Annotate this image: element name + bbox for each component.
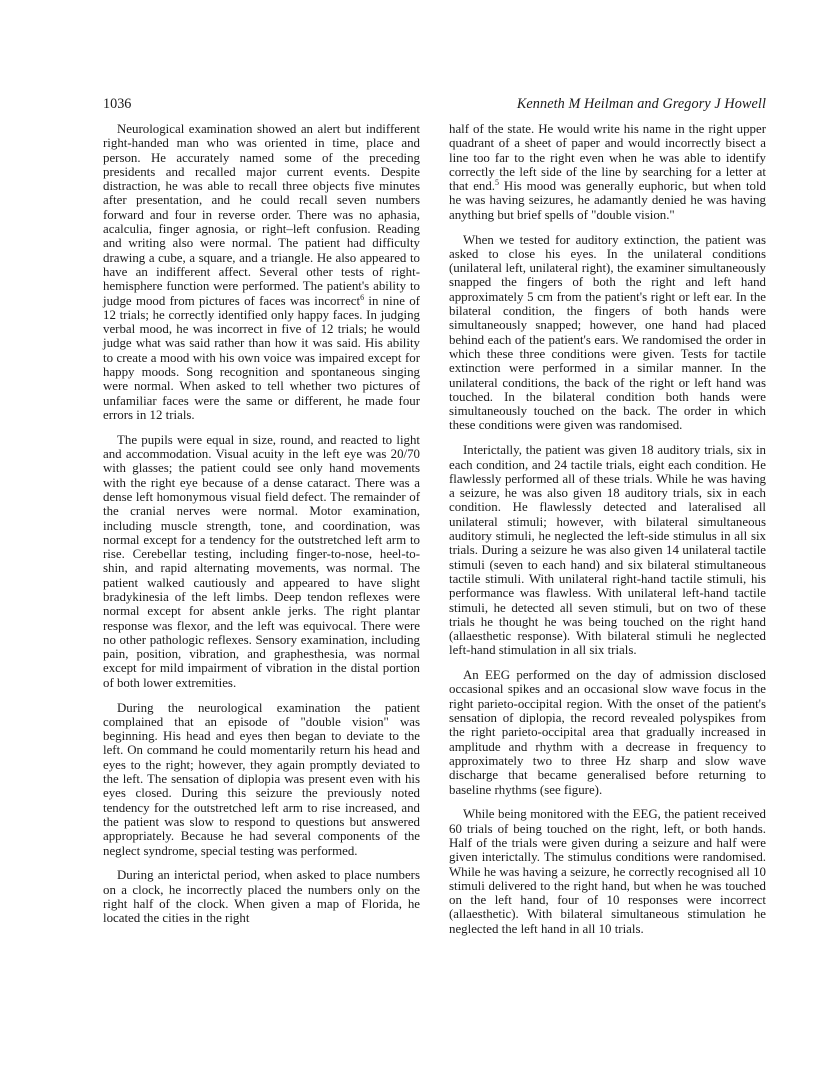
paragraph-continued-florida-map: half of the state. He would write his name in the right upper quadrant of a sheet of paper and would incorrectly bisect a line too far to the right even when he was able to identify correctly the left side of the line by searching for a letter at that end.$^5$ His mood was generally euphoric, but when told he was having seizures, he adamantly denied he was having anything but brief spells of "double vision.": [449, 122, 766, 222]
page-header: [103, 96, 766, 116]
running-head-authors: Kenneth M Heilman and Gregory J Howell: [516, 96, 766, 112]
right-column: [449, 122, 766, 947]
paragraph-interictal-trials: Interictally, the patient was given 18 auditory trials, six in each condition, and 24 tactile trials, eight each condition. He flawlessly performed all of these trials. While he was having a seizure, he was also given 18 auditory trials, six in each condition. He flawlessly detected and lateralised all unilateral stimuli; however, with bilateral simultaneous auditory stimuli, he neglected the left-side stimulus in all six trials. During a seizure he was also given 14 unilateral tactile stimuli (seven to each hand) and six bilateral stimultaneous tactile stimuli. With unilateral right-hand tactile stimuli, his performance was flawless. With unilateral left-hand tactile stimuli, he detected all seven stimuli, but on two of these trials he thought he was being touched on the right hand (allaesthetic response). With bilateral stimuli he neglected left-hand stimulation in all six trials.: [449, 443, 766, 658]
paragraph-neurological-exam: Neurological examination showed an alert but indifferent right-handed man who was oriented in time, place and person. He accurately named some of the preceding presidents and recalled major current events. Despite distraction, he was able to recall three objects five minutes after presentation, and he could recall seven numbers forward and four in reverse order. There was no aphasia, acalculia, finger agnosia, or right–left confusion. Reading and writing also were normal. The patient had difficulty drawing a cube, a square, and a triangle. He also appeared to have an indifferent affect. Several other tests of right-hemisphere function were performed. The patient's ability to judge mood from pictures of faces was incorrect$^6$ in nine of 12 trials; he correctly identified only happy faces. In judging verbal mood, he was incorrect in five of 12 trials; he would judge what was said rather than how it was said. His ability to create a mood with his own voice was impaired except for happy moods. Song recognition and spontaneous singing were normal. When asked to tell whether two pictures of unfamiliar faces were the same or different, he made four errors in 12 trials.: [103, 122, 420, 422]
paragraph-eeg-findings: An EEG performed on the day of admission disclosed occasional spikes and an occasional slow wave focus in the right parieto-occipital region. With the onset of the patient's sensation of diplopia, the record revealed polyspikes from the right parieto-occipital area that gradually increased in amplitude and rhythm with a decrease in frequency to approximately two to three Hz sharp and slow wave discharge that became generalised before returning to baseline rhythms (see figure).: [449, 668, 766, 797]
paragraph-pupils-motor-sensory: The pupils were equal in size, round, and reacted to light and accommodation. Visual acuity in the left eye was 20/70 with glasses; the patient could see only hand movements with the right eye because of a dense cataract. There was a dense left homonymous visual field defect. The remainder of the cranial nerves were normal. Motor examination, including muscle strength, tone, and coordination, was normal except for a tendency for the outstretched left arm to rise. Cerebellar testing, including finger-to-nose, heel-to-shin, and rapid alternating movements, was normal. The patient walked cautiously and appeared to have slight bradykinesia of the left limbs. Deep tendon reflexes were normal except for absent ankle jerks. The right plantar response was flexor, and the left was equivocal. There were no other pathologic reflexes. Sensory examination, including pain, position, vibration, and graphesthesia, was normal except for mild impairment of vibration in the distal portion of both lower extremities.: [103, 432, 420, 690]
paragraph-interictal-clock: During an interictal period, when asked to place numbers on a clock, he incorrectly placed the numbers only on the right half of the clock. When given a map of Florida, he located the cities in the right: [103, 868, 420, 926]
reference-superscript: 6: [360, 292, 365, 302]
reference-superscript: 5: [495, 178, 500, 188]
page-number: 1036: [103, 96, 132, 112]
left-column: [103, 122, 420, 936]
paragraph-eeg-monitoring-trials: While being monitored with the EEG, the patient received 60 trials of being touched on the right, left, or both hands. Half of the trials were given during a seizure and half were given interictally. The stimulus conditions were randomised. While he was having a seizure, he correctly recognised all 10 stimuli delivered to the right hand, but when he was touched on the left hand, four of 10 responses were incorrect (allaesthetic). With bilateral simultaneous stimulation he neglected the left hand in all 10 trials.: [449, 807, 766, 936]
paragraph-double-vision-seizure: During the neurological examination the patient complained that an episode of "double vision" was beginning. His head and eyes then began to deviate to the left. On command he could momentarily return his head and eyes to the right; however, they again promptly deviated to the left. The sensation of diplopia was present even with his eyes closed. During this seizure the previously noted tendency for the outstretched left arm to rise increased, and the patient was slow to respond to questions but answered appropriately. Because he had several components of the neglect syndrome, special testing was performed.: [103, 700, 420, 858]
paragraph-auditory-extinction: When we tested for auditory extinction, the patient was asked to close his eyes. In the unilateral conditions (unilateral left, unilateral right), the examiner simultaneously snapped the fingers of both the right and left hand approximately 5 cm from the patient's right or left ear. In the bilateral condition, the fingers of both hands were simultaneously snapped; however, one hand had placed behind each of the patient's ears. We randomised the order in which these three conditions were given. Tests for tactile extinction were performed in a similar manner. In the unilateral conditions, the back of the right or left hand was touched. In the bilateral condition both hands were simultaneously touched on the back. The order in which these conditions were given was randomised.: [449, 232, 766, 433]
